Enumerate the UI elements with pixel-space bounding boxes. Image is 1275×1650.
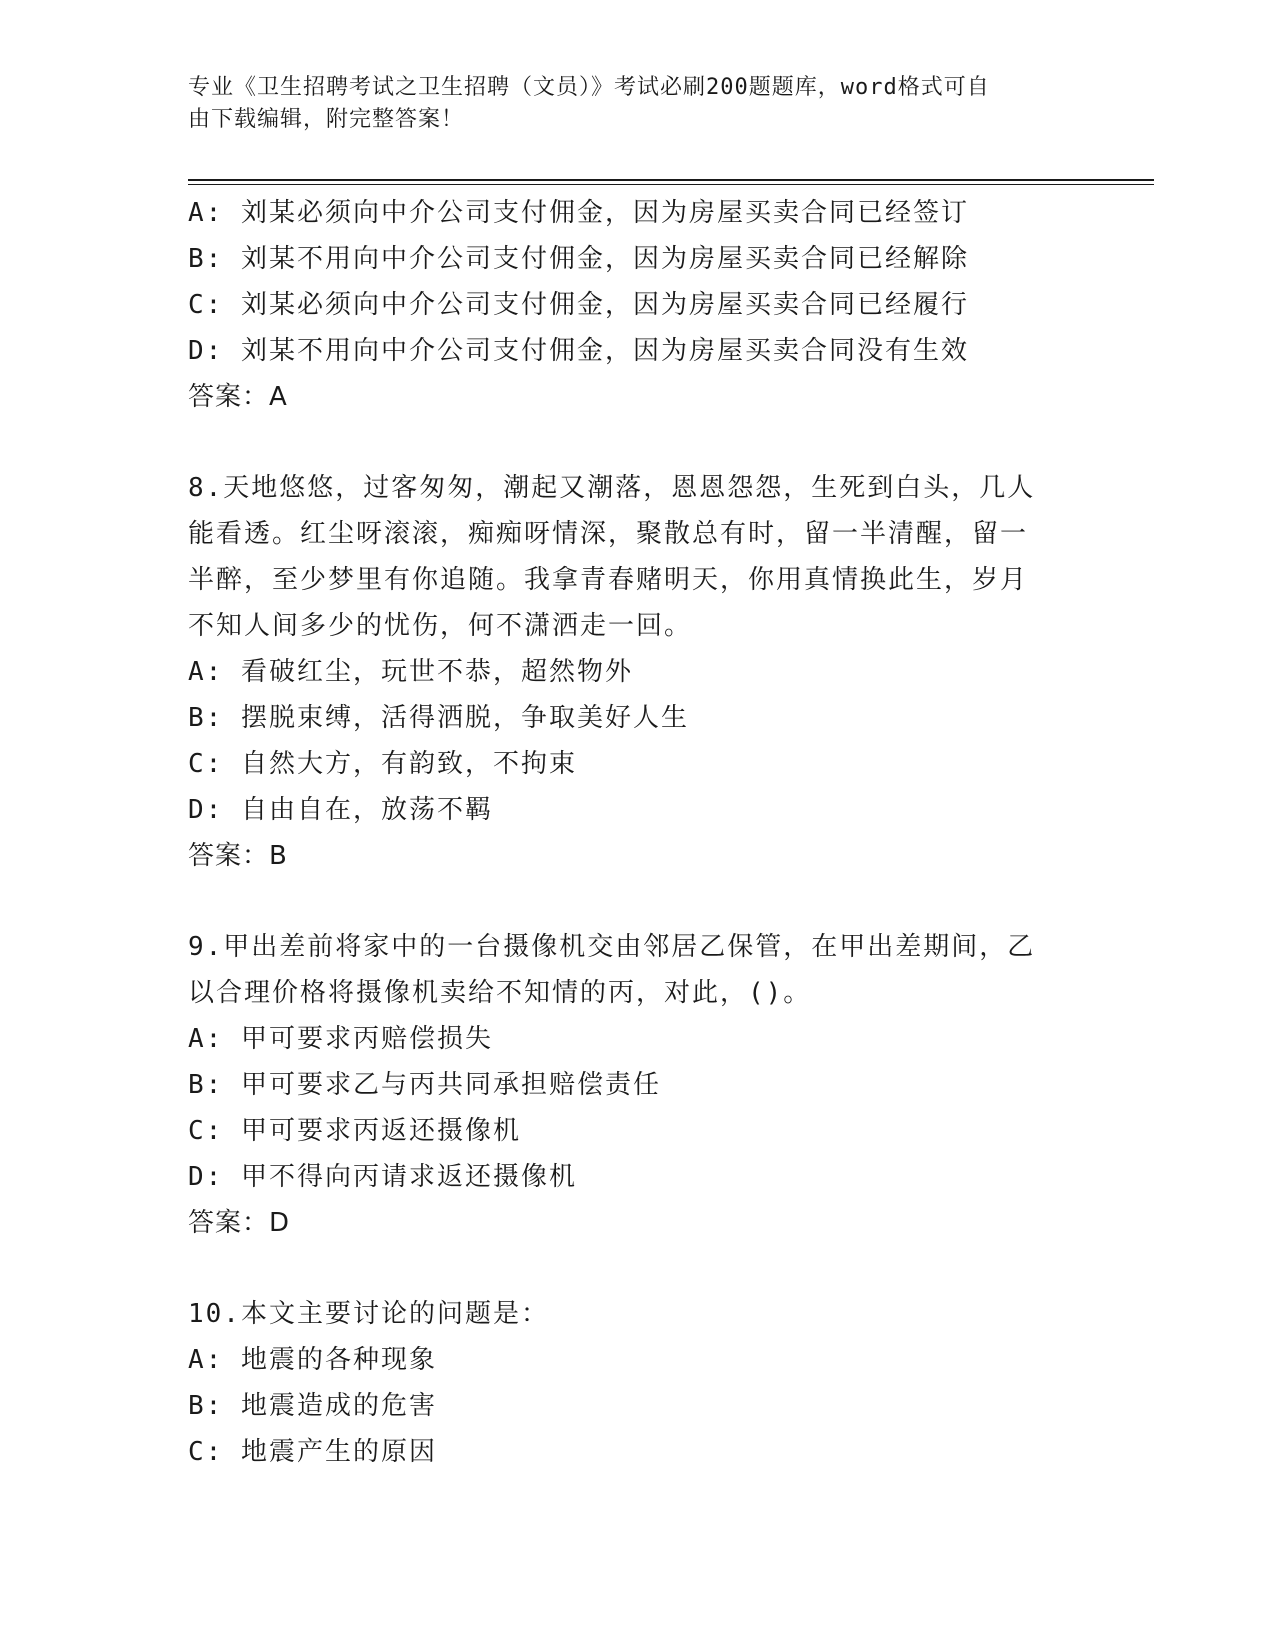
option-b: B: 甲可要求乙与丙共同承担赔偿责任 <box>188 1070 661 1100</box>
question-stem <box>188 1291 1088 1337</box>
answer: 答案：A <box>188 382 288 412</box>
option-a: A: 刘某必须向中介公司支付佣金，因为房屋买卖合同已经签订 <box>188 198 969 228</box>
question-stem <box>188 465 1088 649</box>
option-b: B: 摆脱束缚，活得洒脱，争取美好人生 <box>188 703 689 733</box>
option-c: C: 甲可要求丙返还摄像机 <box>188 1116 521 1146</box>
answer: 答案：D <box>188 1208 291 1238</box>
option-b: B: 刘某不用向中介公司支付佣金，因为房屋买卖合同已经解除 <box>188 244 969 274</box>
option-a: A: 地震的各种现象 <box>188 1345 437 1375</box>
option-c: C: 自然大方，有韵致，不拘束 <box>188 749 577 779</box>
option-a: A: 甲可要求丙赔偿损失 <box>188 1024 493 1054</box>
option-d: D: 自由自在，放荡不羁 <box>188 795 493 825</box>
question-stem <box>188 924 1088 1016</box>
document-header <box>188 72 1068 136</box>
question-7 <box>188 190 1088 420</box>
header-divider-thick <box>188 179 1154 181</box>
option-b: B: 地震造成的危害 <box>188 1391 437 1421</box>
option-a: A: 看破红尘，玩世不恭，超然物外 <box>188 657 633 687</box>
answer: 答案：B <box>188 841 288 871</box>
stem-line: 半醉，至少梦里有你追随。我拿青春赌明天，你用真情换此生，岁月 <box>188 565 1029 595</box>
option-c: C: 刘某必须向中介公司支付佣金，因为房屋买卖合同已经履行 <box>188 290 969 320</box>
option-c: C: 地震产生的原因 <box>188 1437 437 1467</box>
stem-line: 10.本文主要讨论的问题是： <box>188 1299 549 1329</box>
stem-line: 以合理价格将摄像机卖给不知情的丙，对此，()。 <box>188 978 812 1008</box>
question-10 <box>188 1291 1088 1475</box>
question-8 <box>188 465 1088 879</box>
stem-line: 9.甲出差前将家中的一台摄像机交由邻居乙保管，在甲出差期间，乙 <box>188 932 1036 962</box>
stem-line: 8.天地悠悠，过客匆匆，潮起又潮落，恩恩怨怨，生死到白头，几人 <box>188 473 1036 503</box>
option-d: D: 刘某不用向中介公司支付佣金，因为房屋买卖合同没有生效 <box>188 336 969 366</box>
header-line-2: 由下载编辑，附完整答案！ <box>188 107 465 132</box>
question-9 <box>188 924 1088 1246</box>
option-d: D: 甲不得向丙请求返还摄像机 <box>188 1162 577 1192</box>
question-list <box>188 190 1088 1475</box>
stem-line: 不知人间多少的忧伤，何不潇洒走一回。 <box>188 611 693 641</box>
header-divider-thin <box>188 184 1154 185</box>
header-line-1: 专业《卫生招聘考试之卫生招聘（文员）》考试必刷200题题库，word格式可自 <box>188 75 990 100</box>
stem-line: 能看透。红尘呀滚滚，痴痴呀情深，聚散总有时，留一半清醒，留一 <box>188 519 1029 549</box>
